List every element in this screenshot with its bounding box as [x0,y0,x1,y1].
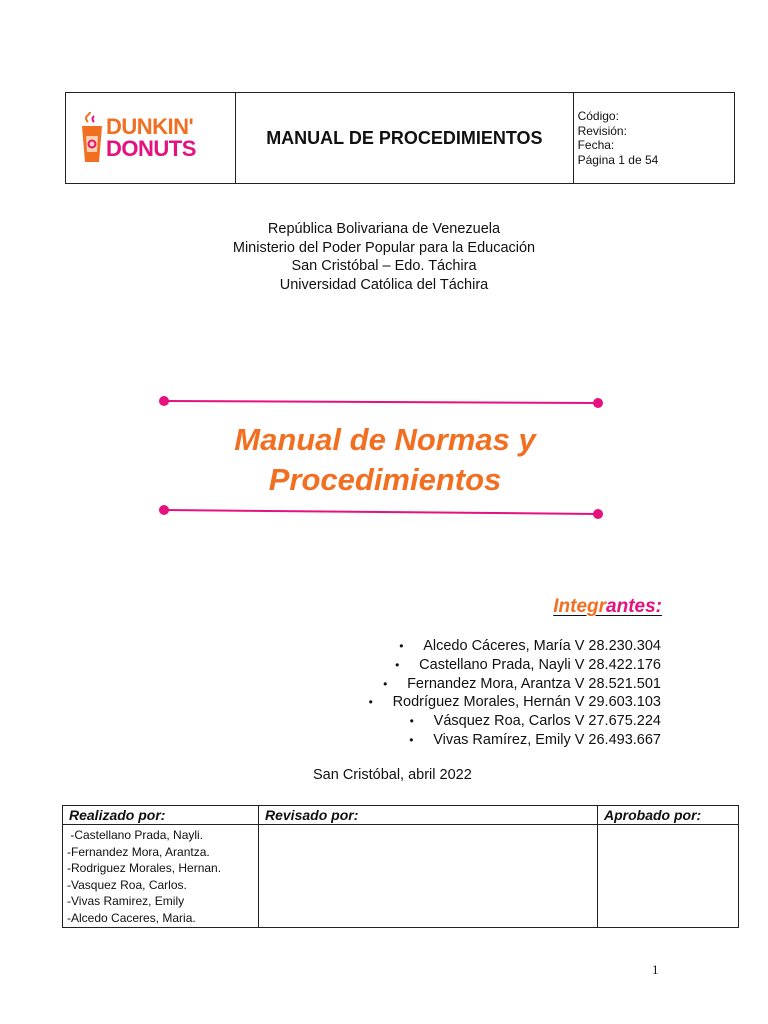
list-item: • Fernandez Mora, Arantza V 28.521.501 [383,675,661,692]
place-date: San Cristóbal, abril 2022 [313,767,472,783]
institution-line: San Cristóbal – Edo. Táchira [291,258,477,274]
aprobado-cell [598,825,739,928]
decorative-rule-bottom [150,502,610,522]
dunkin-donuts-logo [66,112,235,164]
main-title-line: Manual de Normas y [234,422,536,457]
list-item: • Vivas Ramírez, Emily V 26.493.667 [409,731,661,748]
member-name: Fernandez Mora, Arantza V 28.521.501 [407,675,661,692]
author-line: -Vivas Ramirez, Emily [67,894,185,909]
author-line: -Castellano Prada, Nayli. [67,828,204,842]
meta-revision: Revisión: [577,123,627,138]
meta-codigo: Código: [577,109,619,123]
member-name: Vásquez Roa, Carlos V 27.675.224 [433,713,661,730]
main-title-line: Procedimientos [268,462,502,497]
decorative-rule-top [150,392,610,412]
institution-line: Universidad Católica del Táchira [279,276,489,293]
header-meta [573,93,734,184]
coffee-cup-icon [80,112,104,164]
team-heading [553,596,662,618]
member-list [369,637,661,750]
meta-fecha: Fecha: [577,138,615,152]
list-item: • Vásquez Roa, Carlos V 27.675.224 [409,713,661,730]
meta-pagina: Página 1 de 54 [577,152,659,167]
realizado-cell [63,825,259,928]
member-name: Alcedo Cáceres, María V 28.230.304 [423,638,661,654]
page-number: 1 [652,962,659,977]
team-heading-part: antes: [606,596,662,617]
document-header [65,92,735,184]
author-line: -Rodriguez Morales, Hernan. [67,861,222,876]
institution-line: República Bolivariana de Venezuela [267,221,501,237]
logo-text-dunkin: DUNKIN' [106,114,194,139]
header-realizado: Realizado por: [63,806,259,825]
member-name: Rodríguez Morales, Hernán V 29.603.103 [392,694,661,711]
header-aprobado: Aprobado por: [598,806,739,825]
list-item: • Castellano Prada, Nayli V 28.422.176 [395,656,661,673]
author-line: -Fernandez Mora, Arantza. [67,844,210,859]
main-title [0,420,768,500]
list-item: • Alcedo Cáceres, María V 28.230.304 [399,638,661,654]
logo-text-donuts: DONUTS [106,136,196,161]
author-line: -Alcedo Caceres, Maria. [67,910,196,925]
approval-table [62,805,739,928]
header-revisado: Revisado por: [259,806,598,825]
logo-cell [66,93,236,184]
institution-line: Ministerio del Poder Popular para la Educación [232,239,536,256]
member-name: Castellano Prada, Nayli V 28.422.176 [419,656,661,673]
team-heading-part: Integr [553,596,607,617]
author-line: -Vasquez Roa, Carlos. [67,877,187,892]
header-title: MANUAL DE PROCEDIMIENTOS [236,93,573,184]
list-item: • Rodríguez Morales, Hernán V 29.603.103 [368,694,661,711]
institution-block [0,220,768,294]
revisado-cell [259,825,598,928]
member-name: Vivas Ramírez, Emily V 26.493.667 [433,731,661,748]
